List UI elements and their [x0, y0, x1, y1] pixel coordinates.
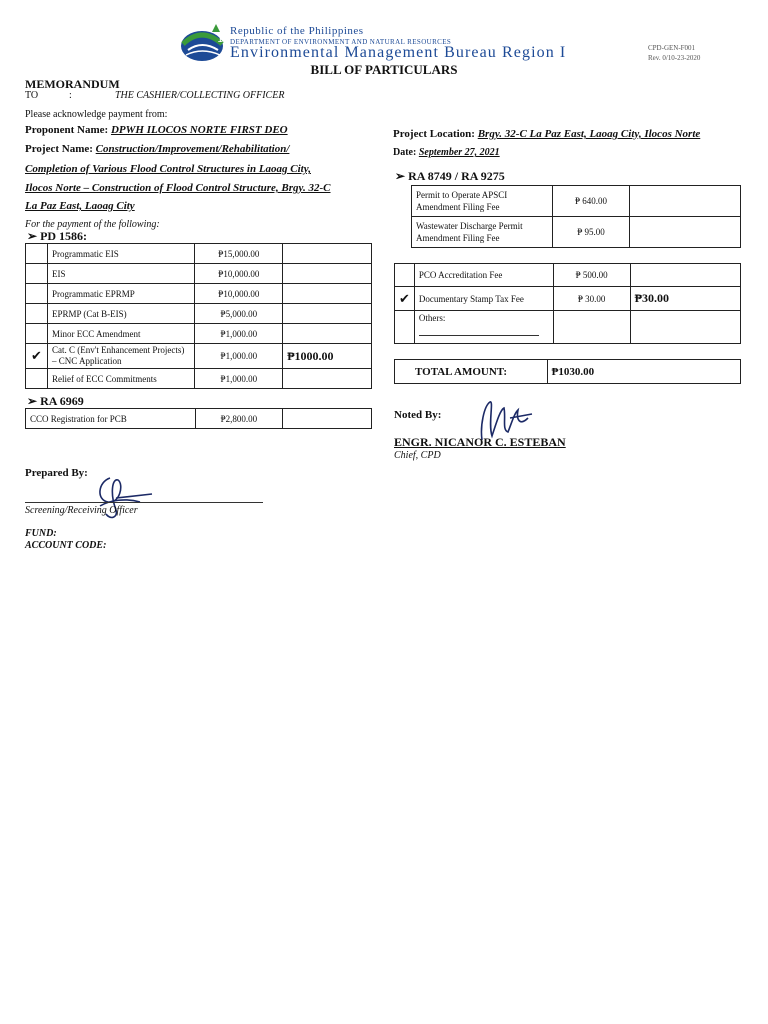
fee-name: CCO Registration for PCB — [26, 409, 196, 429]
others-input-line[interactable] — [419, 335, 539, 336]
peso-sign: ₱ — [220, 328, 226, 339]
fee-amount: 10,000.00 — [223, 288, 260, 299]
ra6969-table — [25, 408, 372, 429]
ra6969-heading-row — [27, 394, 84, 409]
prepared-position: Screening/Receiving Officer — [25, 505, 138, 516]
fee-amount: 1,000.00 — [225, 351, 258, 361]
pd1586-heading: PD 1586: — [40, 229, 88, 243]
fee-amount: 1,000.00 — [225, 328, 258, 339]
project-line-3: Ilocos Norte – Construction of Flood Control Structure, Brgy. 32-C — [25, 182, 331, 194]
noted-position: Chief, CPD — [394, 450, 441, 461]
location-label: Project Location: — [393, 128, 475, 140]
date-line — [393, 147, 500, 158]
peso-sign: ₱ — [220, 308, 226, 319]
fee-total — [630, 217, 741, 248]
noted-label: Noted By: — [394, 409, 442, 421]
check-cell[interactable]: ✔ — [26, 344, 48, 369]
project-line-2: Completion of Various Flood Control Structures in Laoag City, — [25, 163, 311, 175]
fee-amount: 2,800.00 — [225, 413, 258, 424]
total-label: TOTAL AMOUNT: — [395, 360, 548, 384]
fee-total — [283, 244, 372, 264]
table-row — [412, 186, 741, 217]
proponent-value: DPWH ILOCOS NORTE FIRST DEO — [110, 124, 288, 136]
check-cell[interactable] — [26, 264, 48, 284]
fee-total — [630, 311, 740, 344]
fee-amount-cell — [195, 324, 283, 344]
table-row — [412, 217, 741, 248]
table-row — [395, 311, 741, 344]
fee-total — [283, 284, 372, 304]
ra8749-heading: RA 8749 / RA 9275 — [408, 169, 505, 183]
table-row — [26, 284, 372, 304]
total-table — [394, 359, 741, 384]
to-line — [25, 90, 285, 101]
fee-name: Programmatic EPRMP — [47, 284, 194, 304]
check-cell[interactable] — [395, 264, 415, 287]
check-cell[interactable] — [26, 304, 48, 324]
check-cell[interactable] — [26, 244, 48, 264]
fee-amount-cell — [553, 287, 630, 311]
check-cell[interactable]: ✔ — [395, 287, 415, 311]
fee-name: Programmatic EIS — [47, 244, 194, 264]
bullet-icon: ➢ — [395, 169, 406, 183]
peso-sign: ₱ — [218, 248, 224, 259]
project-line-1: Construction/Improvement/Rehabilitation/ — [95, 143, 290, 155]
fee-amount-cell — [195, 264, 283, 284]
table-row — [26, 369, 372, 389]
table-row — [26, 304, 372, 324]
date-label: Date: — [393, 147, 417, 158]
fee-amount-cell — [195, 244, 283, 264]
table-row — [26, 324, 372, 344]
revision: Rev. 0/10-23-2020 — [648, 54, 701, 62]
project-label: Project Name: — [25, 143, 93, 155]
fee-name: Wastewater Discharge Permit Amendment Filing Fee — [412, 217, 553, 248]
fee-amount-cell — [553, 311, 630, 344]
account-code-label: ACCOUNT CODE: — [25, 540, 107, 551]
table-row — [26, 409, 372, 429]
peso-sign: ₱ — [220, 351, 226, 361]
form-code-block — [648, 43, 700, 63]
table-row — [26, 244, 372, 264]
others-cell — [414, 311, 553, 344]
for-payment-text: For the payment of the following: — [25, 219, 160, 230]
peso-sign: ₱ — [575, 270, 581, 280]
fee-amount-cell — [195, 369, 283, 389]
noted-name: ENGR. NICANOR C. ESTEBAN — [394, 435, 566, 449]
fee-amount-cell — [195, 284, 283, 304]
table-row — [26, 344, 372, 369]
location-line — [393, 128, 700, 140]
pd1586-heading-row — [27, 229, 87, 244]
others-label: Others: — [418, 313, 446, 323]
table-row — [395, 264, 741, 287]
fee-name: EPRMP (Cat B-EIS) — [47, 304, 194, 324]
fee-amount-cell — [552, 217, 630, 248]
check-cell[interactable] — [26, 369, 48, 389]
prepared-signature-line — [25, 502, 263, 503]
peso-sign: ₱ — [575, 196, 581, 206]
memo-heading: MEMORANDUM — [25, 77, 120, 91]
fee-total: ₱1000.00 — [283, 344, 372, 369]
fee-amount: 10,000.00 — [223, 268, 260, 279]
fee-amount: 15,000.00 — [223, 248, 260, 259]
acknowledge-text: Please acknowledge payment from: — [25, 109, 168, 120]
fee-name: Permit to Operate APSCI Amendment Filing Fee — [412, 186, 553, 217]
peso-sign: ₱ — [218, 288, 224, 299]
proponent-label: Proponent Name: — [25, 124, 109, 136]
fee-total — [283, 304, 372, 324]
fee-amount-cell — [195, 344, 283, 369]
check-cell[interactable] — [26, 324, 48, 344]
total-value: ₱1030.00 — [547, 360, 740, 384]
fee-amount-cell — [195, 409, 283, 429]
fee-name: PCO Accreditation Fee — [414, 264, 553, 287]
fee-total — [630, 264, 740, 287]
svg-text:1: 1 — [217, 34, 224, 45]
table-row — [26, 264, 372, 284]
republic-text: Republic of the Philippines — [230, 25, 364, 37]
fee-total — [283, 369, 372, 389]
fee-amount: 640.00 — [582, 196, 608, 206]
fee-total: ₱30.00 — [630, 287, 740, 311]
ra6969-heading: RA 6969 — [40, 394, 84, 408]
ra8749-heading-row — [395, 169, 505, 184]
department-text: DEPARTMENT OF ENVIRONMENT AND NATURAL RESOURCES — [230, 38, 452, 46]
fee-total — [283, 264, 372, 284]
project-line-4: La Paz East, Laoag City — [25, 200, 135, 212]
page-title: BILL OF PARTICULARS — [310, 62, 458, 77]
pd1586-table — [25, 243, 372, 389]
to-value: THE CASHIER/COLLECTING OFFICER — [115, 90, 285, 101]
peso-sign: ₱ — [218, 268, 224, 279]
fee-name: Relief of ECC Commitments — [47, 369, 194, 389]
location-value: Brgy. 32-C La Paz East, Laoag City, Ilocos Norte — [477, 128, 701, 140]
bullet-icon: ➢ — [27, 229, 38, 243]
fee-total — [283, 324, 372, 344]
peso-sign: ₱ — [577, 293, 583, 304]
to-label: TO — [25, 90, 39, 101]
fee-total — [283, 409, 372, 429]
fee-amount: 30.00 — [585, 293, 606, 304]
date-value: September 27, 2021 — [418, 147, 500, 158]
fee-name: Minor ECC Amendment — [47, 324, 194, 344]
peso-sign: ₱ — [577, 227, 583, 237]
fee-amount-cell — [553, 264, 630, 287]
fee-amount: 1,000.00 — [225, 373, 258, 384]
project-line — [25, 143, 289, 155]
proponent-line — [25, 124, 288, 136]
fee-total — [630, 186, 741, 217]
check-cell[interactable] — [395, 311, 415, 344]
check-cell[interactable] — [26, 284, 48, 304]
fee-amount: 500.00 — [582, 270, 608, 280]
ra8749-table — [411, 185, 741, 248]
fee-name: Documentary Stamp Tax Fee — [414, 287, 553, 311]
denr-logo-icon — [180, 20, 228, 64]
bureau-text: Environmental Management Bureau Region I — [230, 44, 567, 61]
fee-amount: 95.00 — [584, 227, 605, 237]
table-row — [395, 360, 741, 384]
other-fees-table — [394, 263, 741, 344]
fee-name: Cat. C (Env't Enhancement Projects) – CNC Application — [47, 344, 194, 369]
prepared-label: Prepared By: — [25, 467, 88, 479]
form-code: CPD-GEN-F001 — [648, 44, 696, 52]
fee-name: EIS — [47, 264, 194, 284]
fee-amount: 5,000.00 — [225, 308, 258, 319]
bullet-icon: ➢ — [27, 394, 38, 408]
table-row — [395, 287, 741, 311]
fee-amount-cell — [195, 304, 283, 324]
fee-amount-cell — [552, 186, 630, 217]
peso-sign: ₱ — [220, 373, 226, 384]
to-colon: : — [69, 90, 72, 101]
fund-label: FUND: — [25, 528, 57, 539]
peso-sign: ₱ — [220, 413, 226, 424]
